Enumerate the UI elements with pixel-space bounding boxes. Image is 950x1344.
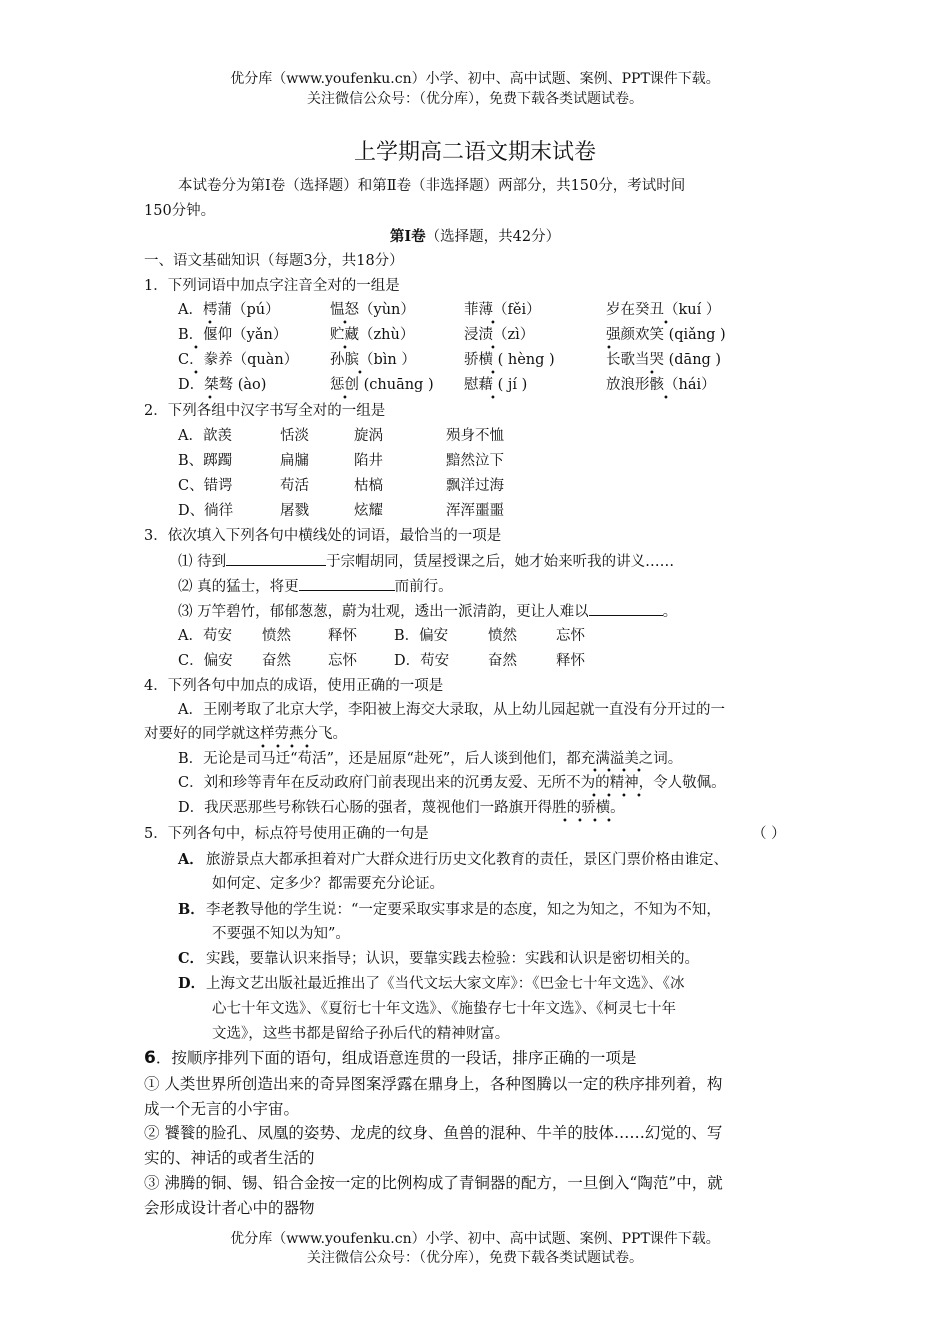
emphasis-dot: •	[621, 791, 627, 802]
emphasis-dot: •	[606, 343, 612, 354]
emphasis-dot: •	[289, 742, 295, 753]
page-title: 上学期高二语文期末试卷	[353, 140, 596, 165]
q3-s2-start: ⑵ 真的猛士，将更	[178, 579, 299, 595]
q5-option-b-line-1: 李老教导他的学生说：“一定要采取实事求是的态度，知之为知之，不知为不知，	[206, 902, 721, 918]
intro-line-2: 150分钟。	[144, 203, 216, 219]
q2-a-4: 殒身不恤	[446, 428, 504, 444]
q2-c-4: 飘洋过海	[446, 478, 504, 494]
q1-stem: 1．下列词语中加点字注音全对的一组是	[144, 278, 400, 294]
q2-d-3: 炫耀	[354, 503, 383, 519]
part-1-note: （选择题，共42分）	[425, 229, 561, 245]
emphasis-dot: •	[592, 766, 598, 777]
emphasis-dot: •	[207, 318, 213, 329]
q3-opt-a-1: A．苟安	[178, 628, 232, 644]
emphasis-dot: •	[490, 393, 496, 404]
q5-option-d-line-2: 心七十年文选》、《夏衍七十年文选》、《施蛰存七十年文选》、《柯灵七十年	[212, 1001, 676, 1017]
emphasis-dot: •	[592, 816, 598, 827]
q2-b-1: B、踯躅	[178, 453, 233, 469]
emphasis-dot: •	[490, 368, 496, 379]
q3-sentence-2	[178, 576, 453, 597]
section-1-heading: 一、语文基础知识（每题3分，共18分）	[144, 253, 404, 269]
emphasis-dot: •	[649, 368, 655, 379]
q5-option-c-label: C．	[178, 950, 205, 967]
emphasis-dot: •	[606, 791, 612, 802]
header-line-1: 优分库（www.youfenku.cn）小学、初中、高中试题、案例、PPT课件下载。	[230, 71, 720, 87]
emphasis-dot: •	[636, 791, 642, 802]
q6-sentence-1-line-1: ① 人类世界所创造出来的奇异图案浮露在鼎身上，各种图腾以一定的秩序排列着，构	[144, 1075, 723, 1093]
q3-sentence-1	[178, 551, 674, 572]
q5-stem: 5．下列各句中，标点符号使用正确的一句是	[144, 826, 429, 842]
q2-stem: 2．下列各组中汉字书写全对的一组是	[144, 403, 386, 419]
footer-line-2: 关注微信公众号：（优分库），免费下载各类试题试卷。	[307, 1250, 643, 1266]
emphasis-dot: •	[606, 816, 612, 827]
q1-a-4: 岁在癸丑（kuí ）	[606, 302, 721, 318]
q1-b-2: 贮藏（zhù）	[330, 327, 415, 343]
q3-s3-start: ⑶ 万竿碧竹，郁郁葱葱，蔚为壮观，透出一派清韵，更让人难以	[178, 604, 589, 620]
q3-opt-b-1: B．偏安	[394, 628, 449, 644]
q5-option-d-line-1: 上海文艺出版社最近推出了《当代文坛大家文库》：《巴金七十年文选》、《冰	[206, 976, 685, 992]
q1-d-1: D．桀骜 (ào)	[178, 377, 267, 393]
q6-sentence-3-line-1: ③ 沸腾的铜、锡、铅合金按一定的比例构成了青铜器的配方，一旦倒入“陶范”中，就	[144, 1174, 723, 1192]
q2-a-2: 恬淡	[280, 428, 309, 444]
q5-option-d-label: D．	[178, 975, 206, 992]
q6-stem	[144, 1047, 636, 1069]
emphasis-dot: •	[260, 742, 266, 753]
emphasis-dot: •	[621, 766, 627, 777]
q3-sentence-3	[178, 601, 677, 622]
q3-opt-c-2: 奋然	[262, 653, 291, 669]
q3-opt-d-2: 奋然	[488, 653, 517, 669]
q4-option-b: B．无论是司马迁“苟活”，还是屈原“赴死”，后人谈到他们，都充满溢美之词。	[178, 751, 683, 767]
q2-a-1: A．歆羡	[178, 428, 232, 444]
q6-number: 6	[144, 1048, 156, 1068]
q5-option-b-label: B．	[178, 901, 205, 918]
q2-b-4: 黯然泣下	[446, 453, 504, 469]
q2-c-2: 苟活	[280, 478, 309, 494]
q1-b-1: B．偃仰（yǎn）	[178, 327, 288, 343]
q5-option-a-label: A．	[178, 851, 204, 868]
emphasis-dot: •	[663, 393, 669, 404]
answer-paren: （ ）	[752, 826, 786, 842]
emphasis-dot: •	[193, 368, 199, 379]
q1-b-3: 浸渍（zì）	[464, 327, 535, 343]
q5-option-a-line-2: 如何定、定多少？都需要充分论证。	[212, 876, 444, 892]
q2-b-3: 陷井	[354, 453, 383, 469]
emphasis-dot: •	[193, 343, 199, 354]
q3-stem: 3．依次填入下列各句中横线处的词语，最恰当的一项是	[144, 528, 502, 544]
q1-a-2: 愠怒（yùn）	[330, 302, 415, 318]
emphasis-dot: •	[490, 343, 496, 354]
emphasis-dot: •	[304, 742, 310, 753]
q2-d-2: 屠戮	[280, 503, 309, 519]
q3-s1-end: 于宗帽胡同，赁屋授课之后，她才始来听我的讲义……	[326, 554, 675, 570]
emphasis-dot: •	[591, 791, 597, 802]
q5-option-d-line-3: 文选》，这些书都是留给子孙后代的精神财富。	[212, 1026, 510, 1042]
q2-c-1: C、错谔	[178, 478, 233, 494]
emphasis-dot: •	[342, 343, 348, 354]
q1-a-1: A．樗蒲（pú）	[178, 302, 280, 318]
q6-sentence-1-line-2: 成一个无言的小宇宙。	[144, 1100, 300, 1118]
emphasis-dot: •	[342, 318, 348, 329]
q4-option-c: C．刘和珍等青年在反动政府门前表现出来的沉勇友爱、无所不为的精神，令人敬佩。	[178, 775, 726, 791]
emphasis-dot: •	[342, 393, 348, 404]
blank-line	[299, 576, 395, 591]
q6-sentence-2-line-1: ② 饕餮的脸孔、凤凰的姿势、龙虎的纹身、鱼兽的混种、牛羊的肢体……幻觉的、写	[144, 1124, 723, 1142]
q5-option-c-line-1: 实践，要靠认识来指导；认识，要靠实践去检验：实践和认识是密切相关的。	[206, 951, 699, 967]
blank-line	[589, 601, 663, 616]
emphasis-dot: •	[490, 318, 496, 329]
footer-line-1: 优分库（www.youfenku.cn）小学、初中、高中试题、案例、PPT课件下载。	[230, 1231, 720, 1247]
q3-opt-d-1: D．苟安	[394, 653, 450, 669]
q5-option-b-line-2: 不要强不知以为知”。	[212, 926, 350, 942]
part-1-label: 第Ⅰ卷	[389, 228, 426, 245]
q2-a-3: 旋涡	[354, 428, 383, 444]
emphasis-dot: •	[207, 393, 213, 404]
q3-opt-d-3: 释怀	[556, 653, 585, 669]
q4-option-d: D．我厌恶那些号称铁石心肠的强者，蔑视他们一路旗开得胜的骄横。	[178, 800, 625, 816]
q1-d-2: 惩创 (chuāng )	[330, 377, 434, 393]
q1-d-3: 慰藉 ( jí )	[464, 377, 528, 393]
q2-b-2: 扁牖	[280, 453, 309, 469]
q6-stem-text: ．按顺序排列下面的语句，组成语意连贯的一段话，排序正确的一项是	[155, 1049, 637, 1067]
blank-line	[226, 551, 326, 566]
q5-option-a-line-1: 旅游景点大都承担着对广大群众进行历史文化教育的责任，景区门票价格由谁定、	[206, 852, 728, 868]
q3-s3-end: 。	[662, 604, 678, 620]
q1-b-4: 强颜欢笑 (qiǎng )	[606, 327, 726, 343]
emphasis-dot: •	[562, 816, 568, 827]
q6-sentence-2-line-2: 实的、神话的或者生活的	[144, 1149, 315, 1167]
q3-opt-c-1: C．偏安	[178, 653, 233, 669]
part-1-heading	[0, 227, 950, 247]
q3-s1-start: ⑴ 待到	[178, 554, 227, 570]
q3-opt-c-3: 忘怀	[328, 653, 357, 669]
q3-s2-end: 而前行。	[394, 579, 453, 595]
header-line-2: 关注微信公众号：（优分库），免费下载各类试题试卷。	[307, 91, 643, 107]
intro-line-1: 本试卷分为第Ⅰ卷（选择题）和第Ⅱ卷（非选择题）两部分，共150分，考试时间	[178, 178, 686, 194]
q4-option-a-line-2: 对要好的同学就这样劳燕分飞。	[144, 726, 347, 742]
q2-d-1: D、徜徉	[178, 503, 234, 519]
q2-c-3: 枯槁	[354, 478, 383, 494]
q3-opt-a-3: 释怀	[328, 628, 357, 644]
q1-c-1: C．豢养（quàn）	[178, 352, 299, 368]
q6-sentence-3-line-2: 会形成设计者心中的器物	[144, 1199, 315, 1217]
q1-c-2: 孙膑（bìn ）	[330, 352, 416, 368]
q4-stem: 4．下列各句中加点的成语，使用正确的一项是	[144, 678, 444, 694]
emphasis-dot: •	[357, 368, 363, 379]
emphasis-dot: •	[606, 766, 612, 777]
emphasis-dot: •	[275, 742, 281, 753]
q1-c-4: 长歌当哭 (dāng )	[606, 352, 722, 368]
q1-c-3: 骄横 ( hèng )	[464, 352, 555, 368]
emphasis-dot: •	[577, 816, 583, 827]
q1-d-4: 放浪形骸（hái）	[606, 377, 716, 393]
q3-opt-b-2: 愤然	[488, 628, 517, 644]
q2-d-4: 浑浑噩噩	[446, 503, 504, 519]
q3-opt-b-3: 忘怀	[556, 628, 585, 644]
q4-option-a-line-1: A．王刚考取了北京大学，李阳被上海交大录取，从上幼儿园起就一直没有分开过的一	[178, 702, 725, 718]
emphasis-dot: •	[663, 318, 669, 329]
q1-a-3: 菲薄（fěi）	[464, 302, 541, 318]
emphasis-dot: •	[636, 766, 642, 777]
q3-opt-a-2: 愤然	[262, 628, 291, 644]
